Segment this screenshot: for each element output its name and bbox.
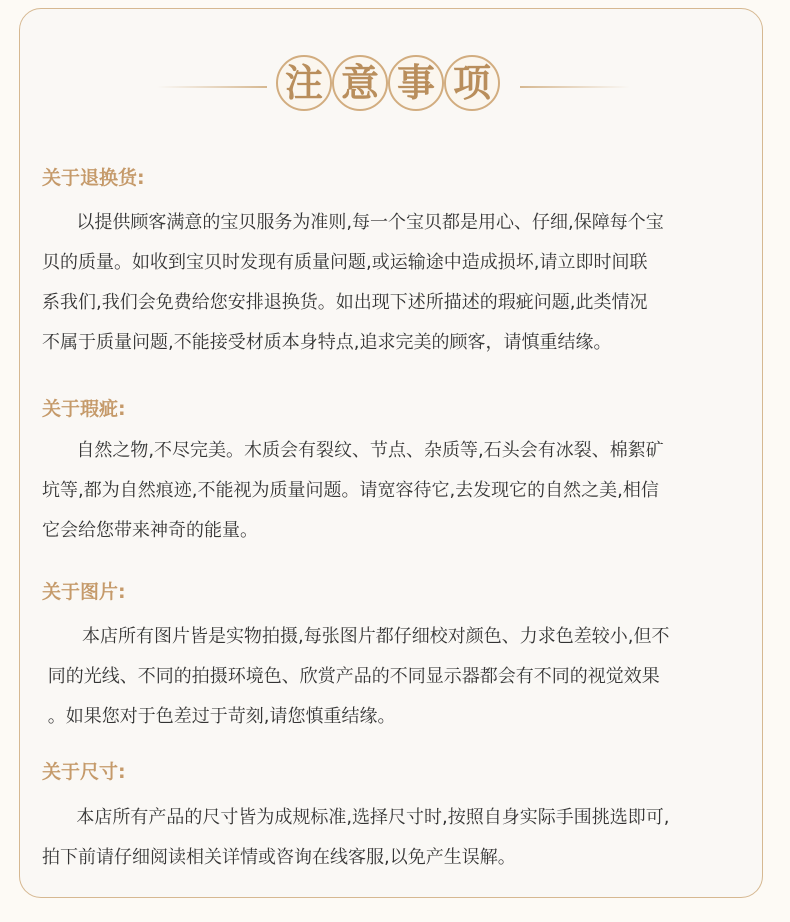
section-body-returns	[42, 203, 752, 363]
text-line: 。如果您对于色差过于苛刻,请您慎重结缘。	[42, 706, 396, 727]
title-divider-left	[157, 86, 267, 88]
text-line: 自然之物,不尽完美。木质会有裂纹、节点、杂质等,石头会有冰裂、棉絮矿	[42, 440, 664, 461]
section-body-images	[42, 617, 752, 737]
text-line: 同的光线、不同的拍摄环境色、欣赏产品的不同显示器都会有不同的视觉效果	[42, 666, 660, 687]
section-heading-images: 关于图片:	[42, 581, 126, 603]
title-char: 事	[388, 55, 444, 111]
title-char: 项	[444, 55, 500, 111]
title-row	[20, 55, 764, 119]
text-line: 拍下前请仔细阅读相关详情或咨询在线客服,以免产生误解。	[42, 847, 516, 868]
title-char: 意	[332, 55, 388, 111]
text-line: 不属于质量问题,不能接受材质本身特点,追求完美的顾客，请慎重结缘。	[42, 332, 612, 353]
text-line: 坑等,都为自然痕迹,不能视为质量问题。请宽容待它,去发现它的自然之美,相信	[42, 480, 659, 501]
section-heading-flaws: 关于瑕疵:	[42, 398, 126, 420]
text-line: 它会给您带来神奇的能量。	[42, 520, 258, 541]
page-title	[276, 55, 500, 119]
section-heading-returns: 关于退换货:	[42, 167, 145, 189]
title-char: 注	[276, 55, 332, 111]
section-heading-sizes: 关于尺寸:	[42, 761, 126, 783]
text-line: 系我们,我们会免费给您安排退换货。如出现下述所描述的瑕疵问题,此类情况	[42, 292, 648, 313]
section-body-flaws	[42, 431, 752, 551]
text-line: 贝的质量。如收到宝贝时发现有质量问题,或运输途中造成损坏,请立即时间联	[42, 252, 648, 273]
text-line: 本店所有产品的尺寸皆为成规标准,选择尺寸时,按照自身实际手围挑选即可,	[42, 807, 670, 828]
text-line: 以提供顾客满意的宝贝服务为准则,每一个宝贝都是用心、仔细,保障每个宝	[42, 212, 664, 233]
section-body-sizes	[42, 798, 752, 878]
title-divider-right	[520, 86, 630, 88]
text-line: 本店所有图片皆是实物拍摄,每张图片都仔细校对颜色、力求色差较小,但不	[42, 626, 670, 647]
notice-card	[19, 8, 763, 898]
